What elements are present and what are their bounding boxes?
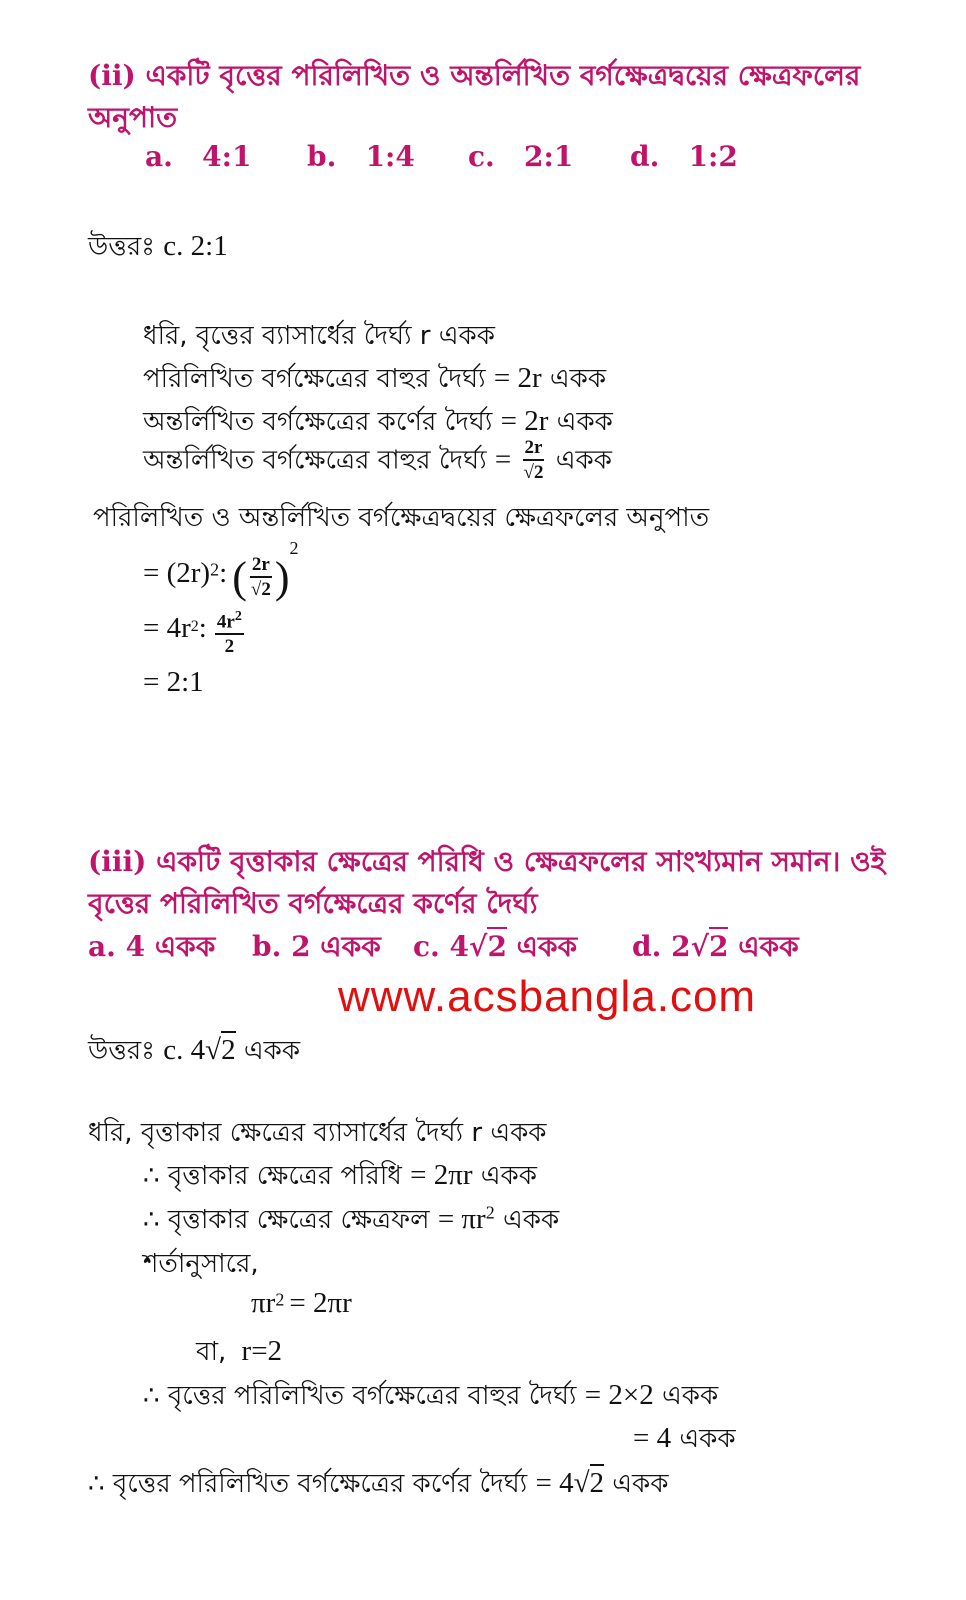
- q2-step3: = 2:1: [143, 666, 204, 698]
- q2-sol-line1: ধরি, বৃত্তের ব্যাসার্ধের দৈর্ঘ্য r একক: [143, 321, 495, 351]
- q3-title-line1: [88, 840, 885, 887]
- q2-ratio-heading: পরিলিখিত ও অন্তর্লিখিত বর্গক্ষেত্রদ্বয়ের ক্ষেত্রফলের অনুপাত: [93, 503, 710, 533]
- q3-option-b: b. 2 একক: [252, 930, 381, 963]
- q2-sol-line4: অন্তর্লিখিত বর্গক্ষেত্রের বাহুর দৈর্ঘ্য = $\frac{2r}{√2}$ একক: [143, 437, 612, 483]
- q3-text-line1: একটি বৃত্তাকার ক্ষেত্রের পরিধি ও ক্ষেত্রফলের সাংখ্যমান সমান। ওই: [156, 845, 886, 878]
- fraction-2r-over-root2: $\frac{2r}{√2}$: [523, 437, 544, 483]
- q2-option-d: d. 1:2: [630, 140, 738, 173]
- q3-text-line2: বৃত্তের পরিলিখিত বর্গক্ষেত্রের কর্ণের দৈর্ঘ্য: [88, 887, 538, 920]
- q2-text-line1: একটি বৃত্তের পরিলিখিত ও অন্তর্লিখিত বর্গক্ষেত্রদ্বয়ের ক্ষেত্রফলের: [145, 59, 861, 92]
- watermark-site-url: www.acsbangla.com: [338, 972, 757, 1021]
- q3-sol-side-result: = 4 একক: [633, 1422, 736, 1454]
- therefore-symbol: ∴: [143, 1161, 160, 1191]
- q3-answer: উত্তরঃ c. 4√2 একক: [88, 1030, 300, 1074]
- q3-sol-line3: ∴ বৃত্তাকার ক্ষেত্রের ক্ষেত্রফল = $\pi r^2$ একক: [143, 1202, 560, 1235]
- q2-answer: উত্তরঃ c. 2:1: [88, 230, 228, 262]
- q2-step1: = $(2r)^2$: ( $\frac{2r}{√2}$ )$^2$: [143, 538, 299, 602]
- q3-condition: শর্তানুসারে,: [143, 1249, 259, 1279]
- q3-option-d: d. 2√2 একক: [632, 925, 799, 972]
- q2-option-a: a. 4:1: [145, 140, 252, 173]
- q2-sol-line2: পরিলিখিত বর্গক্ষেত্রের বাহুর দৈর্ঘ্য = 2r একক: [143, 362, 607, 394]
- q2-number: (ii): [88, 59, 136, 92]
- q3-sol-side: ∴ বৃত্তের পরিলিখিত বর্গক্ষেত্রের বাহুর দৈর্ঘ্য = 2×2 একক: [143, 1379, 719, 1411]
- q3-option-c: c. 4√2 একক: [413, 925, 577, 972]
- q2-text-line2: অনুপাত: [88, 101, 178, 134]
- q2-step2: = $4r^2$: $\frac{4r^2}{2}$: [143, 606, 247, 659]
- q2-option-b: b. 1:4: [307, 140, 415, 173]
- q2-option-c: c. 2:1: [468, 140, 574, 173]
- q3-number: (iii): [88, 845, 147, 878]
- q3-option-a: a. 4 একক: [88, 930, 216, 963]
- q2-sol-line3: অন্তর্লিখিত বর্গক্ষেত্রের কর্ণের দৈর্ঘ্য = 2r একক: [143, 405, 613, 437]
- q3-final: ∴ বৃত্তের পরিলিখিত বর্গক্ষেত্রের কর্ণের দৈর্ঘ্য = 4√2 একক: [88, 1463, 668, 1507]
- q3-eq2: বা, r=2: [196, 1335, 283, 1367]
- q2-title-line1: [88, 54, 860, 101]
- q3-sol-line1: ধরি, বৃত্তাকার ক্ষেত্রের ব্যাসার্ধের দৈর্ঘ্য r একক: [88, 1118, 547, 1148]
- q3-sol-line2: ∴ বৃত্তাকার ক্ষেত্রের পরিধি = 2πr একক: [143, 1159, 537, 1191]
- q3-eq1: $\pi r^2 = 2\pi r$: [251, 1287, 352, 1319]
